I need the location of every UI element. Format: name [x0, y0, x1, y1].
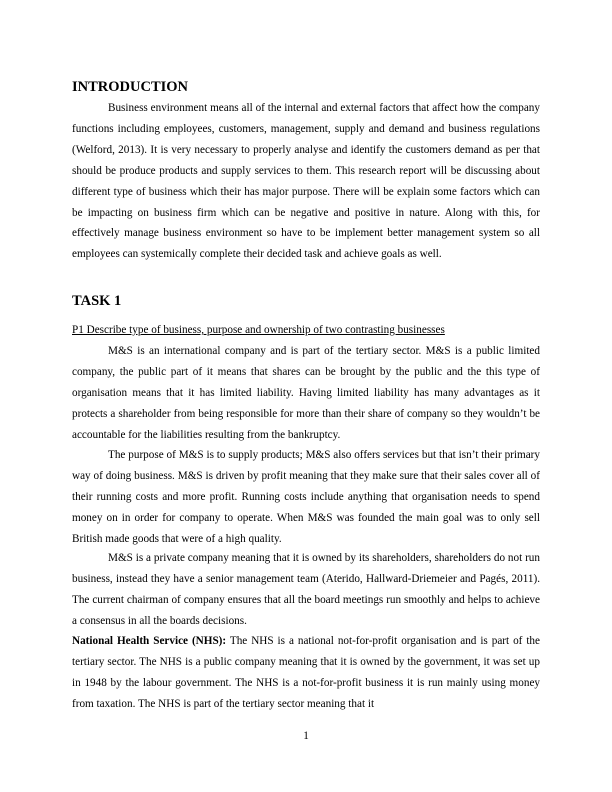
p1-subheading: P1 Describe type of business, purpose and ownership of two contrasting businesses	[72, 324, 445, 336]
ms-ownership-paragraph: M&S is a private company meaning that it is owned by its shareholders, shareholders do not run business, instead they have a senior management team (Aterido, Hallward-Driemeier and Pagés, 2011). The current chairman of company ensures that all the board meetings run smoothly and helps to achieve a consensus in all the boards decisions.	[72, 552, 540, 627]
nhs-lead-label: National Health Service (NHS):	[72, 635, 227, 647]
ms-type-paragraph: M&S is an international company and is part of the tertiary sector. M&S is a public limited company, the public part of it means that shares can be brought by the public and the this type of organisation means that it has limited liability. Having limited liability has many advantages as it protects a shareholder from being responsible for more than their share of company so they wouldn’t be accountable for the liabilities resulting from the bankruptcy.	[72, 345, 540, 441]
task-1-heading: TASK 1	[72, 293, 122, 309]
introduction-paragraph: Business environment means all of the internal and external factors that affect how the company functions including employees, customers, management, supply and demand and business regulations (Welford, 2013). It is very necessary to properly analyse and identify the customers demand as per that should be produce products and supply services to them. This research report will be discussing about different type of business which their has major purpose. There will be explain some factors which can be impacting on business firm which can be negative and positive in nature. Along with this, for effectively manage business environment so have to be implement better management system so all employees can systemically complete their decided task and achieve goals as well.	[72, 102, 540, 261]
ms-purpose-paragraph: The purpose of M&S is to supply products; M&S also offers services but that isn’t their primary way of doing business. M&S is driven by profit meaning that they make sure that their sales cover all of their running costs and more profit. Running costs include anything that organisation needs to spend money on in order for company to operate. When M&S was founded the main goal was to only sell British made goods that were of a high quality.	[72, 449, 540, 545]
nhs-paragraph-text: The NHS is a national not-for-profit organisation and is part of the tertiary sector. The NHS is a public company meaning that it is owned by the government, it was set up in 1948 by the labour government. The NHS is a not-for-profit business it is run mainly using money from taxation. The NHS is part of the tertiary sector meaning that it	[72, 635, 540, 710]
nhs-paragraph	[72, 631, 540, 715]
page-number: 1	[303, 730, 309, 742]
introduction-heading: INTRODUCTION	[72, 79, 189, 95]
